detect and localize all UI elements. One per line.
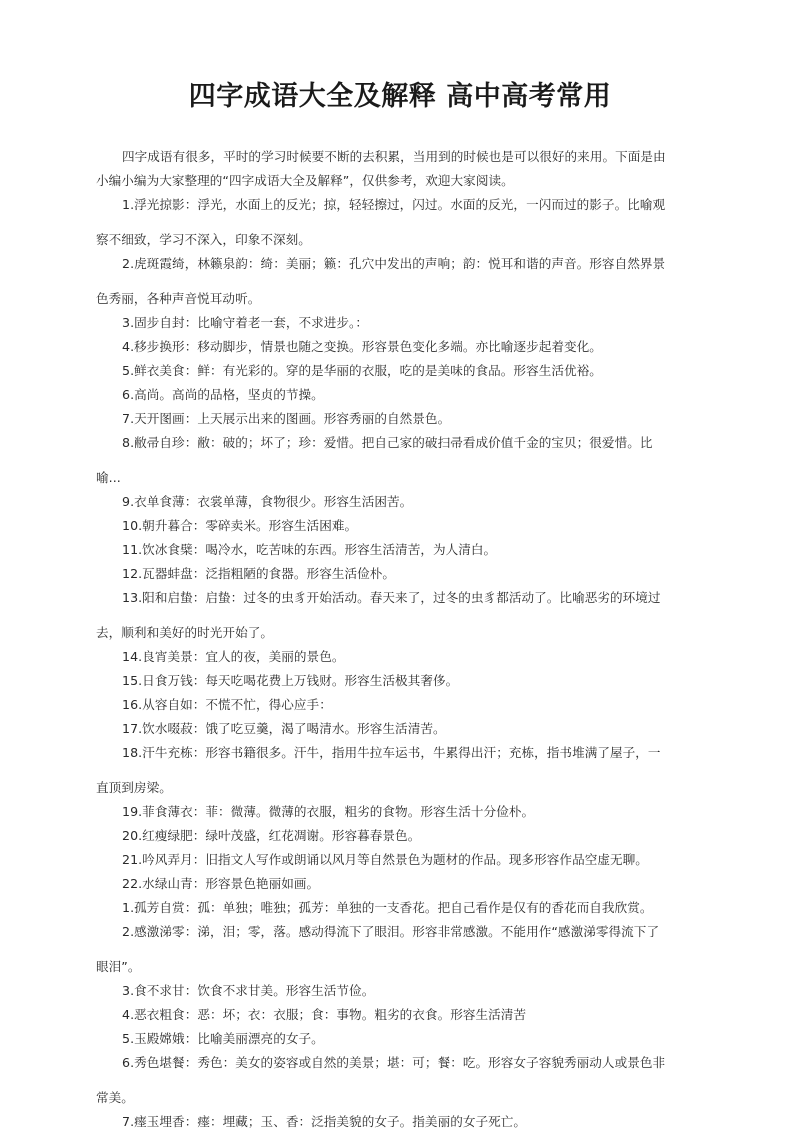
- idiom-line-cont: 常美。: [96, 1090, 134, 1105]
- document-title: 四字成语大全及解释 高中高考常用: [188, 81, 612, 112]
- idiom-line: 4.移步换形：移动脚步，情景也随之变换。形容景色变化多端。亦比喻逐步起着变化。: [122, 339, 602, 354]
- idiom-line: 12.瓦器蚌盘：泛指粗陋的食器。形容生活俭朴。: [122, 566, 396, 581]
- idiom-line-cont: 去，顺利和美好的时光开始了。: [96, 625, 274, 640]
- idiom-line-cont: 喻...: [96, 470, 121, 485]
- idiom-line: 17.饮水啜菽：饿了吃豆羹，渴了喝清水。形容生活清苦。: [122, 721, 446, 736]
- idiom-line-cont: 眼泪”。: [96, 959, 141, 974]
- idiom-line-cont: 直顶到房梁。: [96, 780, 172, 795]
- idiom-line-cont: 色秀丽，各种声音悦耳动听。: [96, 291, 261, 306]
- idiom-line: 20.红瘦绿肥：绿叶茂盛，红花凋谢。形容暮春景色。: [122, 828, 421, 843]
- idiom-line: 14.良宵美景：宜人的夜，美丽的景色。: [122, 649, 345, 664]
- idiom-line: 16.从容自如：不慌不忙，得心应手：: [122, 697, 332, 712]
- idiom-line: 5.玉殿嫦娥：比喻美丽漂亮的女子。: [122, 1031, 324, 1046]
- idiom-line: 11.饮冰食檗：喝冷水，吃苦味的东西。形容生活清苦，为人清白。: [122, 542, 497, 557]
- idiom-line: 3.固步自封：比喻守着老一套，不求进步。：: [122, 315, 369, 330]
- idiom-line: 5.鲜衣美食：鲜：有光彩的。穿的是华丽的衣服，吃的是美味的食品。形容生活优裕。: [122, 363, 602, 378]
- idiom-line: 19.菲食薄衣：菲：微薄。微薄的衣服，粗劣的食物。形容生活十分俭朴。: [122, 804, 535, 819]
- idiom-line: 2.感激涕零：涕，泪；零，落。感动得流下了眼泪。形容非常感激。不能用作“感激涕零得流下了: [122, 924, 660, 939]
- idiom-line: 8.敝帚自珍：敝：破的；坏了；珍：爱惜。把自己家的破扫帚看成价值千金的宝贝；很爱惜。比: [122, 435, 653, 450]
- idiom-line: 22.水绿山青：形容景色艳丽如画。: [122, 876, 320, 891]
- idiom-line: 1.孤芳自赏：孤：单独；唯独；孤芳：单独的一支香花。把自己看作是仅有的香花而自我欣赏。: [122, 900, 653, 915]
- idiom-line: 15.日食万钱：每天吃喝花费上万钱财。形容生活极其奢侈。: [122, 673, 459, 688]
- idiom-line: 2.虎斑霞绮，林籁泉韵：绮：美丽；籁：孔穴中发出的声响；韵：悦耳和谐的声音。形容自然界景: [122, 256, 666, 271]
- idiom-line: 9.衣单食薄：衣裳单薄，食物很少。形容生活困苦。: [122, 494, 413, 509]
- idiom-line: 6.高尚。高尚的品格，坚贞的节操。: [122, 387, 324, 402]
- intro-line: 四字成语有很多，平时的学习时候要不断的去积累，当用到的时候也是可以很好的来用。下面是由: [122, 149, 666, 164]
- intro-line: 小编小编为大家整理的“四字成语大全及解释”，仅供参考，欢迎大家阅读。: [96, 173, 514, 188]
- idiom-line: 7.瘗玉埋香：瘗：埋藏；玉、香：泛指美貌的女子。指美丽的女子死亡。: [122, 1114, 527, 1129]
- idiom-line: 18.汗牛充栋：形容书籍很多。汗牛，指用牛拉车运书，牛累得出汗；充栋，指书堆满了屋子，一: [122, 745, 661, 760]
- idiom-line: 1.浮光掠影：浮光，水面上的反光；掠，轻轻擦过，闪过。水面的反光，一闪而过的影子。比喻观: [122, 197, 666, 212]
- idiom-line: 10.朝升暮合：零碎卖米。形容生活困难。: [122, 518, 358, 533]
- idiom-line: 21.吟风弄月：旧指文人写作或朗诵以风月等自然景色为题材的作品。现多形容作品空虚无聊。: [122, 852, 648, 867]
- idiom-line: 7.天开图画：上天展示出来的图画。形容秀丽的自然景色。: [122, 411, 451, 426]
- idiom-line: 13.阳和启蛰：启蛰：过冬的虫豸开始活动。春天来了，过冬的虫豸都活动了。比喻恶劣的环境过: [122, 590, 661, 605]
- idiom-line: 6.秀色堪餐：秀色：美女的姿容或自然的美景；堪：可；餐：吃。形容女子容貌秀丽动人或景色非: [122, 1055, 666, 1070]
- idiom-line: 3.食不求甘：饮食不求甘美。形容生活节俭。: [122, 983, 375, 998]
- document-body: [96, 148, 700, 1137]
- idiom-line-cont: 察不细致，学习不深入，印象不深刻。: [96, 232, 311, 247]
- idiom-line: 4.恶衣粗食：恶：坏；衣：衣服；食：事物。粗劣的衣食。形容生活清苦: [122, 1007, 527, 1022]
